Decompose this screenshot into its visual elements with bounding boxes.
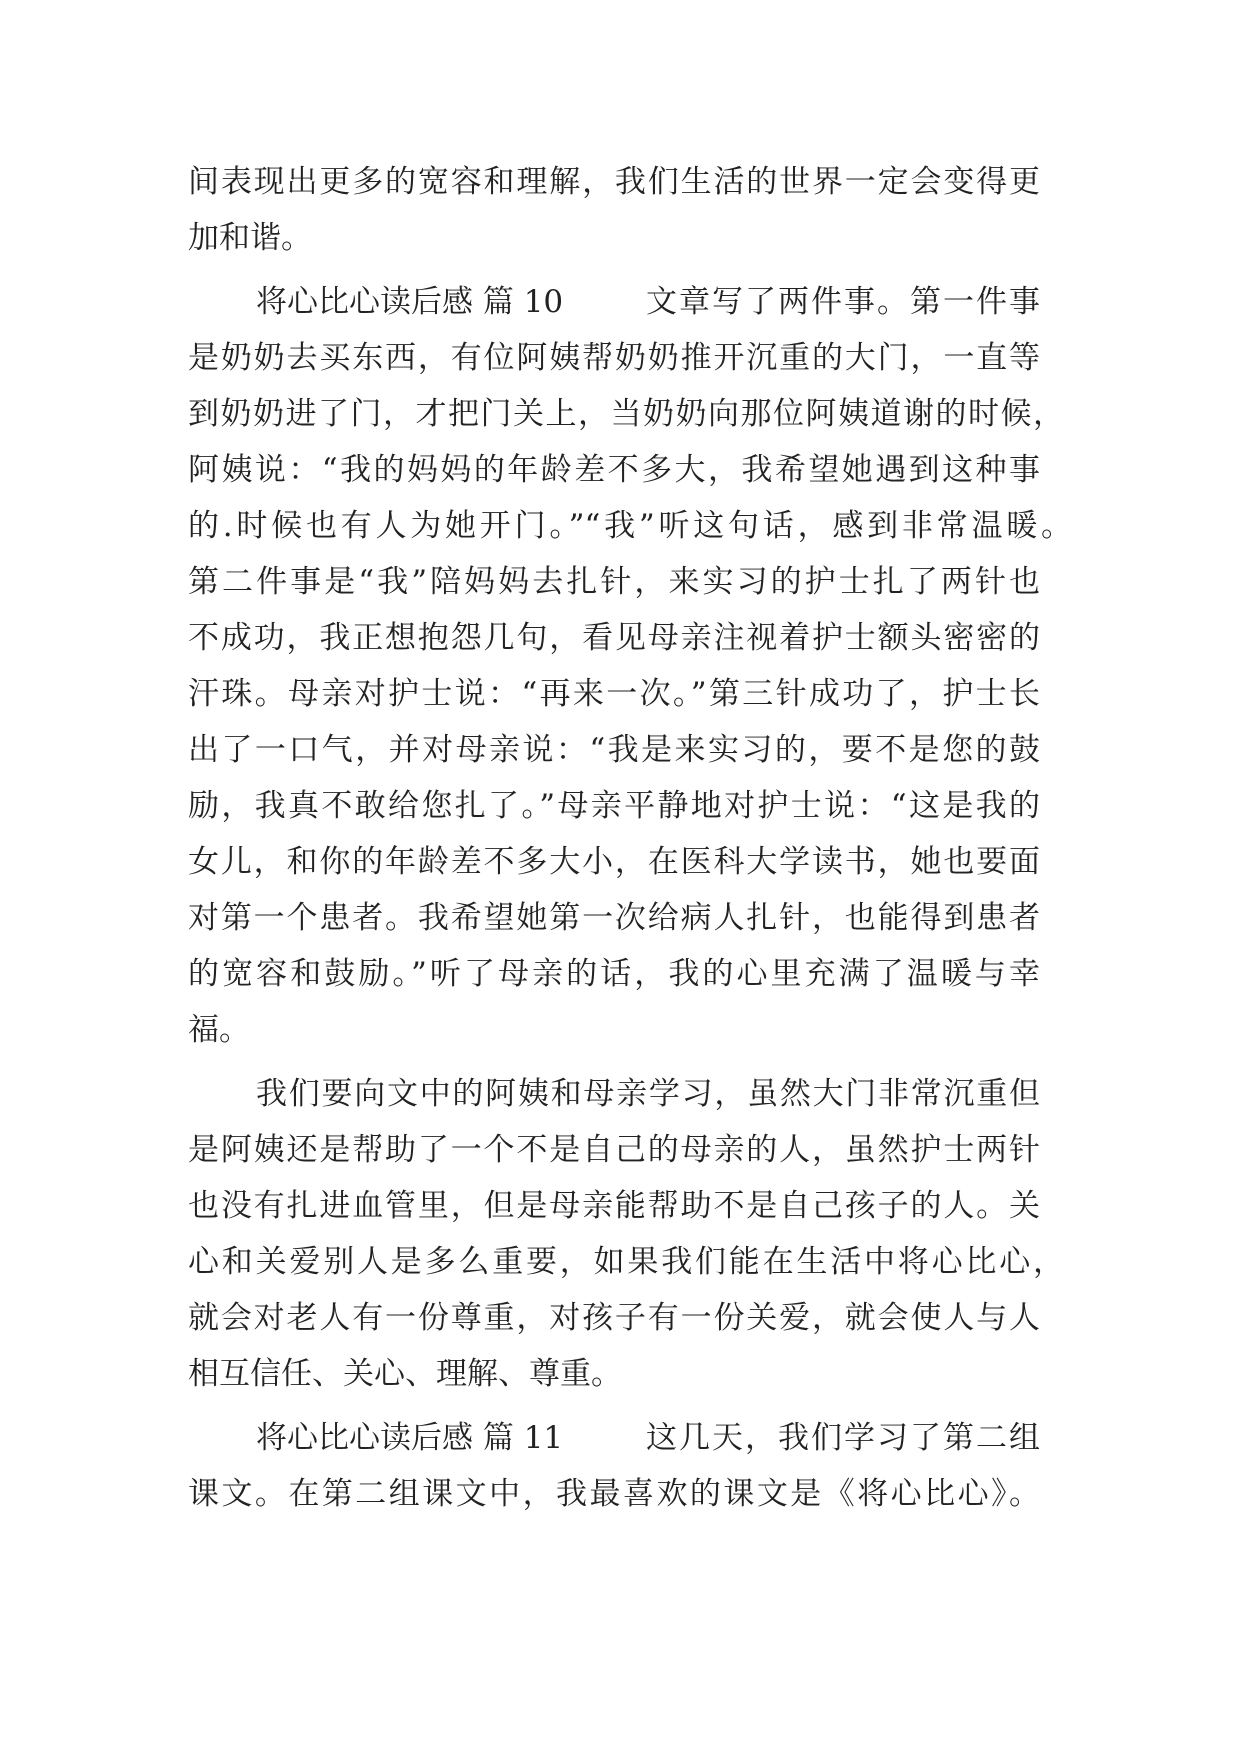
text-line: 的.时候也有人为她开门。”“我”听这句话，感到非常温暖。 <box>188 508 1072 544</box>
text-line: 文章写了两件事。第一件事 <box>646 284 1040 320</box>
text-line: 相互信任、关心、理解、尊重。 <box>188 1356 622 1392</box>
text-line: 是奶奶去买东西，有位阿姨帮奶奶推开沉重的大门，一直等 <box>188 340 1040 376</box>
text-line: 第二件事是“我”陪妈妈去扎针，来实习的护士扎了两针也 <box>188 564 1040 600</box>
section-heading: 将心比心读后感 篇 11 <box>256 1420 564 1456</box>
section-heading: 将心比心读后感 篇 10 <box>256 284 564 320</box>
text-line: 福。 <box>188 1012 250 1048</box>
text-line: 出了一口气，并对母亲说：“我是来实习的，要不是您的鼓 <box>188 732 1040 768</box>
document-body <box>188 154 1072 1522</box>
text-line: 我们要向文中的阿姨和母亲学习，虽然大门非常沉重但 <box>256 1076 1040 1112</box>
heading-line <box>188 1410 1040 1466</box>
text-line: 的宽容和鼓励。”听了母亲的话，我的心里充满了温暖与幸 <box>188 956 1040 992</box>
paragraph <box>188 154 1040 266</box>
text-line: 对第一个患者。我希望她第一次给病人扎针，也能得到患者 <box>188 900 1040 936</box>
text-line: 是阿姨还是帮助了一个不是自己的母亲的人，虽然护士两针 <box>188 1132 1040 1168</box>
paragraph <box>188 274 1072 1058</box>
text-line: 女儿，和你的年龄差不多大小，在医科大学读书，她也要面 <box>188 844 1040 880</box>
text-line: 这几天，我们学习了第二组 <box>646 1420 1040 1456</box>
text-line: 到奶奶进了门，才把门关上，当奶奶向那位阿姨道谢的时候， <box>188 396 1064 432</box>
text-line: 间表现出更多的宽容和理解，我们生活的世界一定会变得更 <box>188 164 1040 200</box>
text-line: 课文。在第二组课文中，我最喜欢的课文是《将心比心》。 <box>188 1476 1040 1512</box>
text-line: 也没有扎进血管里，但是母亲能帮助不是自己孩子的人。关 <box>188 1188 1040 1224</box>
text-line: 加和谐。 <box>188 220 312 256</box>
paragraph <box>188 1066 1064 1402</box>
text-line: 阿姨说：“我的妈妈的年龄差不多大，我希望她遇到这种事 <box>188 452 1040 488</box>
text-line: 就会对老人有一份尊重，对孩子有一份关爱，就会使人与人 <box>188 1300 1040 1336</box>
text-line: 不成功，我正想抱怨几句，看见母亲注视着护士额头密密的 <box>188 620 1040 656</box>
text-line: 心和关爱别人是多么重要，如果我们能在生活中将心比心， <box>188 1244 1064 1280</box>
heading-line <box>188 274 1040 330</box>
paragraph <box>188 1410 1040 1522</box>
text-line: 汗珠。母亲对护士说：“再来一次。”第三针成功了，护士长 <box>188 676 1040 712</box>
text-line: 励，我真不敢给您扎了。”母亲平静地对护士说：“这是我的 <box>188 788 1040 824</box>
